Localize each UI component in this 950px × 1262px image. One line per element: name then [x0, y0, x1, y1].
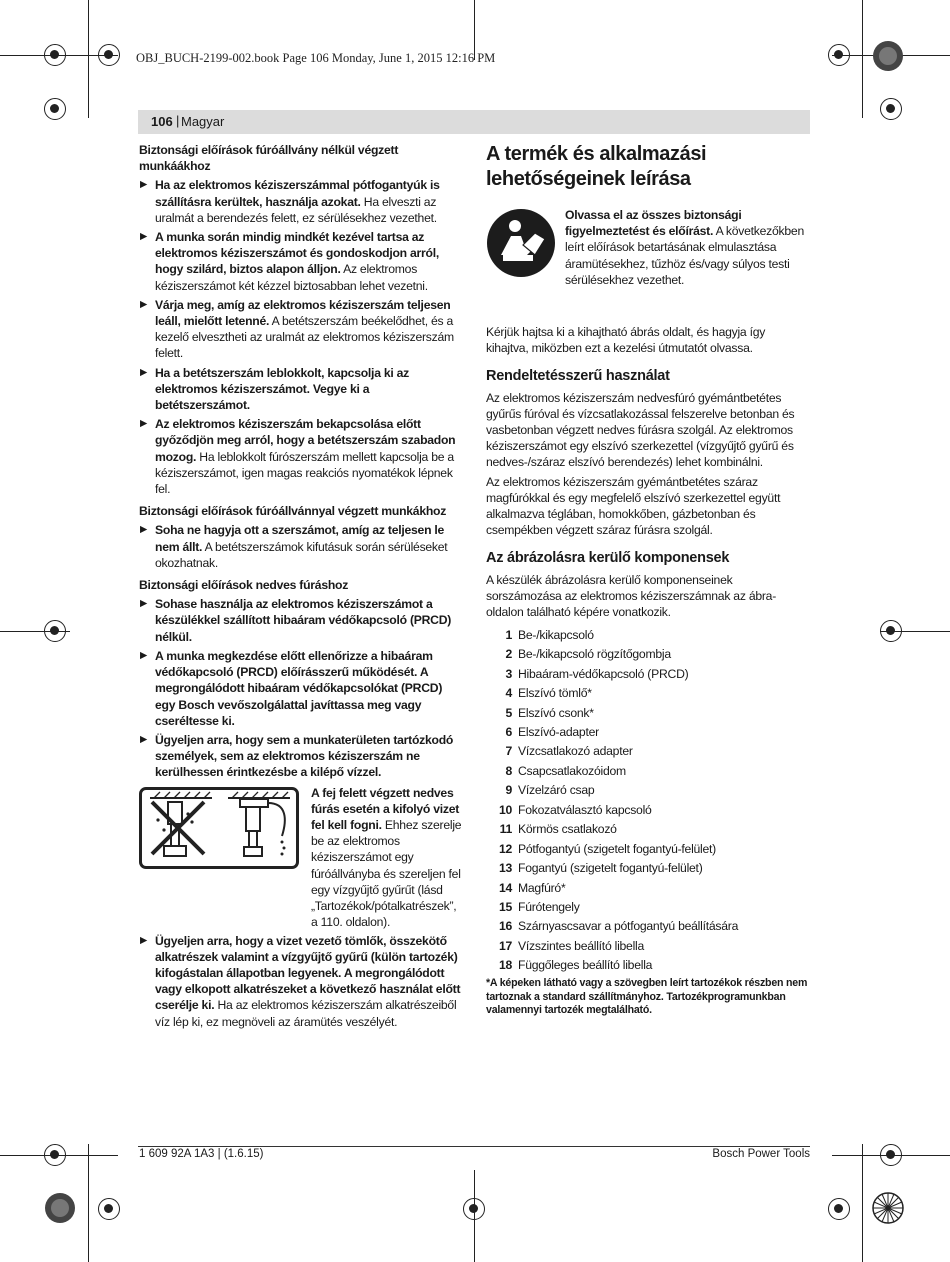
list-item [486, 917, 810, 936]
registration-target-icon [880, 98, 902, 120]
item-label: Csapcsatlakozóidom [518, 763, 626, 778]
warning-bold: Olvassa el az összes biztonsági figyelmeztetést és előírást. [565, 208, 742, 239]
crop-line [88, 0, 89, 118]
intended-use-heading: Rendeltetésszerű használat [486, 368, 670, 385]
list-item [486, 742, 810, 761]
list-item [486, 859, 810, 878]
item-label: Vízszintes beállító libella [518, 938, 645, 953]
overhead-drilling-figure-row [139, 785, 462, 930]
right-column [486, 142, 810, 1018]
list-item [486, 684, 810, 703]
registration-target-icon [98, 44, 120, 66]
book-header: OBJ_BUCH-2199-002.book Page 106 Monday, June 1, 2015 12:16 PM [136, 51, 496, 65]
components-intro: A készülék ábrázolásra kerülő komponenseinek sorszámozása az elektromos kéziszerszámnak az ábra-oldalon található képére vonatkozik. [486, 572, 777, 620]
registration-target-icon [880, 620, 902, 642]
read-instructions-warning [486, 207, 810, 327]
registration-target-icon [44, 620, 66, 642]
item-number: 1 [505, 627, 512, 642]
list-item [486, 722, 810, 741]
color-wheel-icon [872, 40, 904, 72]
item-number: 3 [505, 666, 512, 681]
item-label: Pótfogantyú (szigetelt fogantyú-felület) [518, 841, 716, 856]
item-label: Hibaáram-védőkapcsoló (PRCD) [518, 666, 689, 681]
safety-bullet [139, 596, 462, 645]
header-separator: | [176, 113, 180, 128]
bullet-text: Az elektromos kéziszerszámot két kézzel biztosabban lehet vezetni. [155, 262, 428, 293]
item-number: 4 [505, 686, 512, 701]
footer-brand: Bosch Power Tools [712, 1148, 810, 1160]
list-item [486, 625, 810, 644]
caption-bold: A fej felett végzett nedves fúrás esetén a kifolyó vizet fel kell fogni. [311, 785, 460, 832]
item-label: Be-/kikapcsoló [518, 627, 594, 642]
components-list [486, 625, 810, 975]
item-label: Függőleges beállító libella [518, 958, 653, 973]
item-number: 11 [499, 822, 512, 837]
list-item [486, 664, 810, 683]
item-number: 14 [498, 880, 512, 895]
page-number: 106 [151, 114, 173, 129]
bullet-text: Ha az elektromos kéziszerszám alkatrészeiből víz lép ki, ez megnöveli az áramütés veszélyét. [155, 998, 457, 1029]
list-item [486, 800, 810, 819]
read-manual-icon [487, 209, 555, 277]
item-number: 9 [505, 783, 512, 798]
section-title: Biztonsági előírások fúróállvány nélkül végzett munkáákhoz [139, 143, 399, 174]
item-label: Fokozatválasztó kapcsoló [518, 802, 652, 817]
figure-caption [311, 785, 463, 931]
bullet-text: Ha leblokkolt fúrószerszám mellett kapcsolja be a kéziszerszámot, igen magas reakciós nyomatékok lépnek fel. [155, 449, 454, 497]
intended-use-paragraph: Az elektromos kéziszerszám nedvesfúró gyémántbetétes gyűrűs fúróval és vízcsatlakozással felszerelve betonban és vasbetonban végzett nedves fúrásra szolgál. Az elektromos kéziszerszámot egy elszívó szerkezettel (vízgyűjtő gyűrű és nedves-/száraz elszívó berendezés) lehet kombinálni. [486, 390, 795, 470]
safety-bullet [139, 229, 462, 294]
item-number: 7 [505, 744, 512, 759]
components-heading: Az ábrázolásra kerülő komponensek [486, 550, 730, 567]
registration-target-icon [828, 1198, 850, 1220]
list-item [486, 645, 810, 664]
item-label: Vízcsatlakozó adapter [518, 744, 633, 759]
list-item [486, 878, 810, 897]
item-label: Elszívó-adapter [518, 725, 599, 740]
footer-rule [138, 1146, 810, 1147]
item-number: 15 [498, 899, 512, 914]
item-label: Vízelzáró csap [518, 783, 595, 798]
crop-line [862, 0, 863, 118]
safety-bullet [139, 297, 462, 362]
bullet-bold: Ügyeljen arra, hogy a vizet vezető tömlők, összekötő alkatrészek valamint a vízgyűjtő gyűrű (külön tartozék) kifogástalan állapotban legyenek. A megrongálódott vagy elkopott alkatrészeket a következő használat előtt cserélje ki. [155, 933, 461, 1013]
safety-bullet [139, 732, 462, 781]
list-item [486, 956, 810, 975]
bullet-bold: Soha ne hagyja ott a szerszámot, amíg az teljesen le nem állt. [155, 523, 445, 554]
registration-target-icon [44, 44, 66, 66]
overhead-drilling-illustration [139, 787, 299, 869]
section-title: Biztonsági előírások nedves fúráshoz [139, 578, 349, 593]
list-item [486, 703, 810, 722]
safety-bullet [139, 177, 462, 226]
left-column [139, 142, 462, 1030]
item-number: 5 [505, 705, 512, 720]
item-label: Elszívó tömlő* [518, 686, 592, 701]
page-header [138, 110, 810, 134]
bullet-bold: A munka megkezdése előtt ellenőrizze a hibaáram védőkapcsoló (PRCD) előírásszerű működését. A megrongálódott hibaáram védőkapcsolókat (PRCD) egy Bosch vevőszolgálattal javíttassa meg vagy cseréltesse ki. [155, 648, 443, 728]
bullet-text: A betétszerszámok kifutásuk során sérüléseket okozhatnak. [155, 539, 448, 570]
item-number: 2 [505, 647, 512, 662]
item-number: 13 [498, 861, 512, 876]
list-item [486, 839, 810, 858]
list-item [486, 761, 810, 780]
bullet-bold: Várja meg, amíg az elektromos kéziszerszám teljesen leáll, mielőtt letenné. [155, 297, 451, 329]
starburst-icon [872, 1192, 904, 1224]
item-number: 12 [498, 841, 512, 856]
registration-target-icon [44, 1144, 66, 1166]
item-number: 8 [505, 763, 512, 778]
bullet-text: A betétszerszám beékelődhet, és a kezelő elvesztheti az uralmát az elektromos kéziszerszám felett. [155, 314, 454, 361]
fold-out-note: Kérjük hajtsa ki a kihajtható ábrás oldalt, és hagyja így kihajtva, miközben ezt a kezelési útmutatót olvassa. [486, 325, 766, 356]
registration-target-icon [828, 44, 850, 66]
accessories-footnote: *A képeken látható vagy a szövegben leírt tartozékok részben nem tartoznak a standard szállítmányhoz. Tartozékprogramunkban valamennyi tartozék megtalálható. [486, 977, 808, 1017]
item-number: 16 [498, 919, 512, 934]
caption-text: Ehhez szerelje be az elektromos kéziszerszámot egy fúróállványba és szereljen fel egy vízgyűjtő gyűrűt (lásd „Tartozékok/pótalkatrészek”, a 110. oldalon). [311, 817, 462, 930]
safety-bullet [139, 365, 462, 414]
list-item [486, 897, 810, 916]
list-item [486, 936, 810, 955]
item-label: Magfúró* [518, 880, 566, 895]
bullet-bold: Sohase használja az elektromos kéziszerszámot a készülékkel szállított hibaáram védőkapcsoló (PRCD) nélkül. [155, 597, 452, 644]
list-item [486, 820, 810, 839]
safety-bullet [139, 522, 462, 571]
bullet-bold: Az elektromos kéziszerszám bekapcsolása előtt győződjön meg arról, hogy a betétszerszám szabadon mozog. [155, 417, 456, 464]
item-label: Szárnyascsavar a pótfogantyú beállítására [518, 919, 739, 934]
registration-target-icon [98, 1198, 120, 1220]
item-label: Körmös csatlakozó [518, 822, 617, 837]
bullet-bold: A munka során mindig mindkét kezével tartsa az elektromos kéziszerszámot és gondoskodjon arról, hogy szilárd, biztos alapon álljon. [155, 230, 439, 277]
item-label: Fúrótengely [518, 899, 580, 914]
item-number: 17 [498, 938, 512, 953]
bullet-bold: Ha az elektromos kéziszerszámmal pótfogantyúk is szállításra kerültek, használja azokat. [155, 178, 440, 209]
bullet-bold: Ügyeljen arra, hogy sem a munkaterületen tartózkodó személyek, sem az elektromos kéziszerszám ne kerülhessen érintkezésbe a kilépő vízzel. [155, 732, 454, 780]
item-number: 10 [498, 802, 512, 817]
safety-bullet [139, 648, 462, 729]
registration-target-icon [880, 1144, 902, 1166]
warning-body: A következőkben leírt előírások betartásának elmulasztása áramütésekhez, tűzhöz és/vagy súlyos testi sérülésekhez vezethet. [565, 224, 804, 287]
page-title: A termék és alkalmazási lehetőségeinek leírása [486, 143, 707, 190]
registration-target-icon [44, 98, 66, 120]
crop-line [88, 1144, 89, 1262]
registration-target-icon [463, 1198, 485, 1220]
bullet-text: Ha elveszti az uralmát a berendezés felett, ez sérülésekhez vezethet. [155, 194, 437, 225]
bullet-bold: Ha a betétszerszám leblokkolt, kapcsolja ki az elektromos kéziszerszámot. Vegye ki a betétszerszámot. [155, 365, 410, 413]
item-number: 6 [505, 725, 512, 740]
list-item [486, 781, 810, 800]
page-language: Magyar [181, 114, 225, 129]
wet-drilling-icon [142, 790, 296, 866]
safety-bullet [139, 416, 462, 497]
footer-doc-number: 1 609 92A 1A3 | (1.6.15) [139, 1148, 264, 1160]
safety-bullet [139, 933, 462, 1030]
item-label: Fogantyú (szigetelt fogantyú-felület) [518, 861, 703, 876]
item-number: 18 [498, 958, 512, 973]
warning-text [565, 207, 810, 288]
item-label: Elszívó csonk* [518, 705, 594, 720]
intended-use-paragraph: Az elektromos kéziszerszám gyémántbetétes száraz magfúrókkal és egy megfelelő elszívó szerkezettel együtt alkalmazva téglában, homokkőben, gázbetonban és csempékben végzett száraz fúrásra szolgál. [486, 474, 781, 538]
item-label: Be-/kikapcsoló rögzítőgombja [518, 647, 671, 662]
section-title: Biztonsági előírások fúróállvánnyal végzett munkákhoz [139, 504, 447, 519]
crop-line [862, 1144, 863, 1262]
color-wheel-icon [44, 1192, 76, 1224]
